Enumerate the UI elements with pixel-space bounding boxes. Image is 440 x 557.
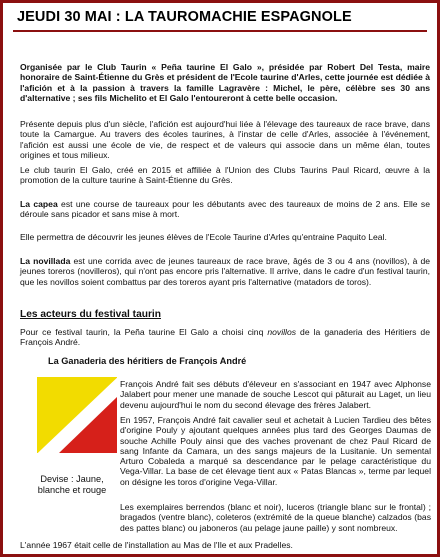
ganaderia-paragraph-1957: En 1957, François André fait cavalier seul et achetait à Lucien Tardieu des bêtes d'origine Pouly y ajoutant quelques années plus tard des Georges Daumas de souche Achille Pouly ainsi que des vaches provenant de chez Paul Ricard de sang Infante da Camara, un des sangs majeurs de la Lusitanie. Un semental Arturo Cobaleda a marqué sa descendance par le pelage caractéristique du Vega-Villar. La base de cet élevage tient aux « Patas Blancas », terme par lequel on désigne les toros d'origine Vega-Villar. — [120, 415, 431, 487]
novillada-term: La novillada — [20, 256, 71, 266]
novillada-text: est une corrida avec de jeunes taureaux de race brave, âgés de 3 ou 4 ans (novillos), à de jeunes toreros (novilleros), qui n'ont pas encore pris l'alternative. Il arrive, dans le cadre d'un festival taurin, que les novillos soient combattus par des toreros ayant pris l'alternative (matadors de toros). — [20, 256, 430, 287]
section-intro-emphasis: novillos — [267, 327, 297, 337]
ganaderia-paragraph-origins: François André fait ses débuts d'éleveur en s'associant en 1947 avec Alphonse Jalabert pour mener une manade de souche Lescot qui pâturait au Laget, un lieu devenu aujourd'hui le nom du second élevage des frères Jalabert. — [120, 379, 431, 410]
ganaderia-paragraph-coats: Les exemplaires berrendos (blanc et noir), luceros (triangle blanc sur le frontal) ; bragados (ventre blanc), coleteros (extrémité de la queue blanche) calzados (bas des pattes blanc) ou jaboneros (au pelage jaune paille) y sont nombreux. — [120, 502, 431, 533]
ganaderia-paragraph-1967: L'année 1967 était celle de l'installation au Mas de l'Ile et aux Pradelles. — [20, 540, 293, 550]
capea-text: est une course de taureaux pour les débutants avec des taureaux de moins de 2 ans. Elle se déroule sans picador et sans mise à mort. — [20, 199, 430, 220]
intro-lead-paragraph: Organisée par le Club Taurin « Peña taurine El Galo », présidée par Robert Del Testa, maire honoraire de Saint-Étienne du Grès et président de l'Ecole taurine d'Arles, cette journée est dédiée à l'afición et à la passion à travers la famille Lagravère : Michel, le père, célèbre ses 30 ans d'alternative ; ses fils Michelito et El Galo l'entoureront à cette belle occasion. — [20, 62, 430, 103]
capea-paragraph — [20, 199, 430, 220]
ganaderia-title: La Ganaderia des héritiers de François André — [48, 356, 247, 366]
novillada-paragraph — [20, 256, 430, 287]
page-title: JEUDI 30 MAI : LA TAUROMACHIE ESPAGNOLE — [17, 9, 352, 25]
section-intro-paragraph — [20, 327, 430, 348]
intro-paragraph-club: Le club taurin El Galo, créé en 2015 et affiliée à l'Union des Clubs Taurins Paul Ricard, œuvre à la promotion de la culture taurine à Saint-Étienne du Grès. — [20, 165, 430, 186]
ganaderia-flag-image — [37, 377, 117, 453]
section-intro-text-b: de la ganaderia des Héritiers de François André. — [20, 327, 430, 348]
section-heading: Les acteurs du festival taurin — [20, 309, 161, 320]
school-paragraph: Elle permettra de découvrir les jeunes élèves de l'Ecole Taurine d'Arles qu'entraine Paquito Leal. — [20, 232, 387, 242]
capea-term: La capea — [20, 199, 58, 209]
title-divider — [13, 30, 427, 32]
intro-paragraph-aficion: Présente depuis plus d'un siècle, l'afición est aujourd'hui liée à l'élevage des taureaux de race brave, dans toute la Camargue. Au travers des écoles taurines, à l'instar de celle d'Arles, associée à l'événement, l'afición est aussi une école de vie, de respect et de valeurs qui associe dans un même élan, toutes origines et tous milieux. — [20, 119, 430, 160]
section-intro-text-a: Pour ce festival taurin, la Peña taurine El Galo a choisi cinq — [20, 327, 268, 337]
flag-caption: Devise : Jaune, blanche et rouge — [37, 474, 107, 495]
